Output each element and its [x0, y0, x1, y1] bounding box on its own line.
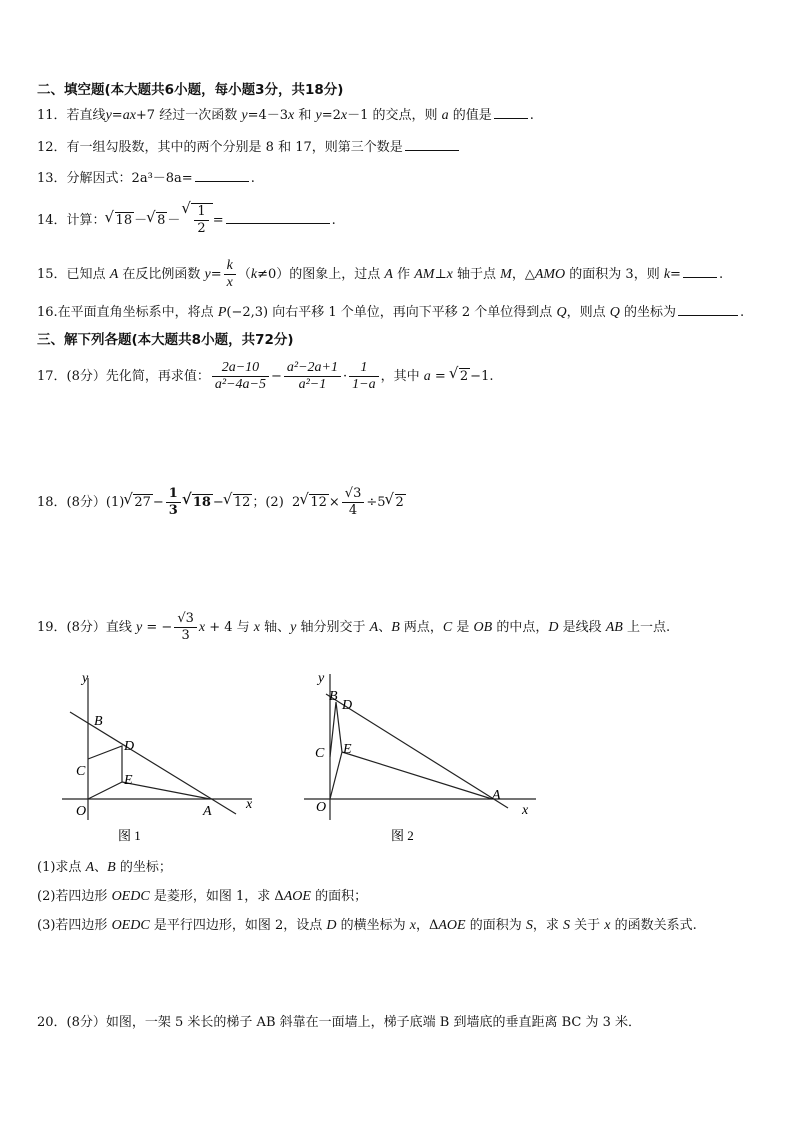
- sqrt-expression: √ 2: [459, 368, 470, 384]
- q19p3-var: x: [604, 918, 611, 933]
- fig2-label-o: O: [316, 800, 327, 815]
- q19p3-var: AOE: [438, 918, 466, 933]
- denominator: 3: [168, 503, 178, 518]
- q19-var: OB: [473, 620, 493, 635]
- sqrt-expression: √ 12: [233, 494, 253, 510]
- numerator: a²−2a+1: [284, 360, 341, 377]
- q13-text: .: [250, 171, 255, 186]
- q18-text: 2: [292, 495, 301, 510]
- fig1-label-e: E: [124, 773, 133, 788]
- q15-var: A: [109, 267, 119, 282]
- answer-blank[interactable]: [226, 211, 330, 224]
- q19p2-var: AOE: [283, 889, 311, 904]
- operator: −: [212, 495, 224, 510]
- denominator: 2: [197, 221, 206, 236]
- sqrt-expression: √ 2: [395, 494, 406, 510]
- q15-text: ≠0）的图象上，过点: [257, 267, 385, 282]
- q15-text: （: [237, 267, 251, 282]
- q11-text: =: [111, 108, 123, 123]
- q11-text: .: [529, 108, 534, 123]
- sqrt-expression: √ 12: [309, 494, 329, 510]
- q15-text: 作: [392, 267, 415, 282]
- denominator: x: [226, 275, 233, 290]
- fig1-label-y: y: [82, 672, 89, 686]
- q11-var: a: [441, 108, 449, 123]
- operator: =: [430, 369, 450, 384]
- q11-text: －1 的交点，则: [347, 108, 442, 123]
- fig2-label-b: B: [329, 689, 338, 704]
- fig1-caption: 图 1: [118, 828, 141, 843]
- q19p2-text: (2)若四边形: [37, 889, 112, 904]
- q17-text: 17．(8分）先化简，再求值：: [37, 369, 210, 384]
- figure-2: [296, 668, 546, 852]
- operator: ×: [328, 495, 340, 510]
- question-14: [37, 203, 336, 237]
- q15-text: 在反比例函数: [118, 267, 205, 282]
- q17-text: ，其中: [380, 369, 424, 384]
- q19p3-var: OEDC: [111, 918, 150, 933]
- fig1-label-o: O: [76, 804, 87, 819]
- sqrt-expression: √ 8: [156, 212, 167, 228]
- q14-text: .: [331, 213, 336, 228]
- q15-text: 的面积为 3，则: [565, 267, 664, 282]
- fig1-label-a: A: [203, 804, 212, 819]
- numerator: k: [224, 258, 236, 275]
- q11-text: =4－3: [247, 108, 288, 123]
- fraction: [212, 360, 269, 393]
- question-13: [37, 167, 255, 186]
- q16-text: .: [739, 305, 745, 320]
- sqrt-expression: √ 27: [133, 494, 153, 510]
- sqrt-expression: [191, 203, 212, 237]
- q19p1-text: (1)求点: [37, 860, 86, 875]
- q19p3-var: S: [562, 918, 570, 933]
- question-19-part-3: [37, 914, 697, 934]
- line-ab: [326, 694, 508, 808]
- denominator: 3: [181, 628, 190, 643]
- q15-var: M: [500, 267, 512, 282]
- fig2-label-a: A: [492, 788, 501, 803]
- fig1-label-d: D: [124, 739, 135, 754]
- denominator: 1−a: [352, 377, 376, 392]
- q19-var: AB: [605, 620, 623, 635]
- figure-1: [58, 672, 268, 852]
- q15-var: y: [204, 267, 211, 282]
- operator: －: [134, 213, 148, 228]
- q11-text: +7 经过一次函数: [135, 108, 242, 123]
- q15-var: AM: [414, 267, 435, 282]
- denominator: 4: [348, 503, 358, 518]
- answer-blank[interactable]: [678, 303, 738, 316]
- q15-text: =: [670, 267, 681, 282]
- q19-var: x: [198, 620, 206, 635]
- question-17: [37, 360, 493, 393]
- q19-var: B: [391, 620, 400, 635]
- fraction: [349, 360, 378, 393]
- q15-var: AMO: [534, 267, 566, 282]
- q11-text: 和: [294, 108, 316, 123]
- q15-text: ⊥: [434, 267, 447, 282]
- question-18: [37, 486, 406, 519]
- q16-text: (−2,3): [226, 305, 269, 320]
- fraction: [166, 486, 181, 519]
- operator: ÷5: [366, 495, 386, 510]
- q19p3-text: 是平行四边形，如图 2，设点: [149, 918, 327, 933]
- parallelogram-oedc: [330, 702, 342, 799]
- q15-text: ，△: [511, 267, 535, 282]
- q19-text: + 4 与: [205, 620, 254, 635]
- fig1-label-x: x: [246, 797, 253, 812]
- q15-text: =: [210, 267, 222, 282]
- fig1-label-b: B: [94, 714, 103, 729]
- q16-text: 的坐标为: [619, 305, 676, 320]
- numerator: √3: [342, 486, 365, 503]
- numerator: √3: [174, 611, 197, 628]
- fig2-caption: 图 2: [391, 828, 414, 843]
- q19p3-text: ，Δ: [415, 918, 439, 933]
- operator: −: [270, 369, 282, 384]
- question-19: [37, 611, 670, 644]
- q16-text: 16.在平面直角坐标系中，将点: [37, 305, 218, 320]
- segment-ea: [342, 752, 492, 799]
- q15-text: 15．已知点: [37, 267, 110, 282]
- q11-var: ax: [122, 108, 136, 123]
- q16-text: 向右平移 1 个单位，再向下平移 2 个单位得到点: [268, 305, 557, 320]
- fraction: [342, 486, 365, 519]
- q15-var: k: [250, 267, 258, 282]
- quadrilateral-oedc: [88, 746, 122, 799]
- q19p3-text: 关于: [569, 918, 605, 933]
- fraction: [284, 360, 341, 393]
- question-12: [37, 136, 461, 155]
- q11-text: 若直线: [66, 108, 106, 123]
- operator: = −: [142, 620, 173, 635]
- fig2-label-x: x: [522, 803, 529, 818]
- numerator: √ 1: [194, 204, 208, 221]
- q19p2-text: 是菱形，如图 1，求 Δ: [149, 889, 284, 904]
- q19-text: 轴分别交于: [296, 620, 370, 635]
- q19p1-var: A: [85, 860, 95, 875]
- q16-var: Q: [609, 305, 620, 320]
- q17-var: a: [423, 369, 431, 384]
- q11-var: x: [288, 108, 295, 123]
- q19p3-var: D: [326, 918, 337, 933]
- q19p3-text: 的函数关系式.: [610, 918, 697, 933]
- q11-text: 的值是: [448, 108, 492, 123]
- q12-text: 12．有一组勾股数，其中的两个分别是 8 和 17，则第三个数是: [37, 140, 403, 155]
- fig2-label-d: D: [342, 698, 353, 713]
- q19p1-text: 、: [94, 860, 108, 875]
- operator: ·: [342, 369, 348, 384]
- answer-blank[interactable]: [494, 106, 528, 119]
- fig2-label-e: E: [343, 742, 352, 757]
- q19-var: C: [442, 620, 453, 635]
- q19-text: 轴、: [260, 620, 291, 635]
- q19p2-var: OEDC: [111, 889, 150, 904]
- q19-text: 两点，: [399, 620, 443, 635]
- q16-text: ，则点: [566, 305, 610, 320]
- q19-var: y: [136, 620, 143, 635]
- q19-var: A: [369, 620, 379, 635]
- answer-blank[interactable]: [405, 138, 459, 151]
- answer-blank[interactable]: [683, 265, 717, 278]
- q19-var: y: [290, 620, 297, 635]
- q19p3-text: 的横坐标为: [336, 918, 410, 933]
- question-19-part-2: [37, 885, 367, 905]
- answer-blank[interactable]: [195, 169, 249, 182]
- q18-text: ；(2): [252, 495, 284, 510]
- fraction: [174, 611, 197, 644]
- section3-heading: 三、解下列各题(本大题共8小题，共72分): [37, 332, 294, 348]
- q16-var: P: [217, 305, 227, 320]
- q11-text: =2: [321, 108, 341, 123]
- q16-var: Q: [556, 305, 567, 320]
- q19-text: 的中点，: [492, 620, 549, 635]
- q11-var: y: [241, 108, 248, 123]
- q19p3-var: x: [409, 918, 416, 933]
- question-15: [37, 258, 723, 291]
- q15-text: .: [718, 267, 724, 282]
- q19p1-text: 的坐标；: [115, 860, 172, 875]
- q11-var: x: [340, 108, 348, 123]
- q19-text: 19．(8分）直线: [37, 620, 137, 635]
- sqrt-expression: √ 18: [192, 494, 213, 510]
- question-16: [37, 301, 744, 321]
- question-19-part-1: [37, 856, 172, 876]
- fraction: [224, 258, 236, 291]
- sqrt-expression: √ 18: [115, 212, 135, 228]
- q15-var: A: [384, 267, 393, 282]
- q19p3-text: (3)若四边形: [37, 918, 112, 933]
- q19-text: 是: [452, 620, 474, 635]
- section2-heading: 二、填空题(本大题共6小题，每小题3分，共18分): [37, 82, 344, 98]
- fig2-label-y: y: [318, 671, 325, 686]
- numerator: 1: [166, 486, 181, 503]
- q19-text: 上一点.: [622, 620, 671, 635]
- operator: −: [152, 495, 164, 510]
- q19p3-text: 的面积为: [465, 918, 526, 933]
- numerator: 1: [349, 360, 378, 377]
- fig1-label-c: C: [76, 764, 86, 779]
- q19-text: 、: [378, 620, 392, 635]
- q15-text: 轴于点: [452, 267, 501, 282]
- q11-var: y: [315, 108, 322, 123]
- q19-var: x: [253, 620, 261, 635]
- q19-text: 是线段: [558, 620, 606, 635]
- question-20: 20．(8分）如图，一架 5 米长的梯子 AB 斜靠在一面墙上，梯子底端 B 到墙底的垂直距离 BC 为 3 米．: [37, 1015, 641, 1030]
- operator: =: [212, 213, 224, 228]
- q19p3-var: S: [525, 918, 533, 933]
- q19-var: D: [548, 620, 559, 635]
- fraction: [194, 204, 208, 237]
- fig2-label-c: C: [315, 746, 325, 761]
- operator: －: [167, 213, 181, 228]
- question-11: [37, 104, 534, 124]
- q15-var: k: [663, 267, 671, 282]
- q17-text: −1.: [470, 369, 494, 384]
- numerator: 2a−10: [212, 360, 269, 377]
- q11-var: y: [105, 108, 112, 123]
- q13-text: 13．分解因式：2a³－8a=: [37, 171, 193, 186]
- denominator: a²−1: [298, 377, 327, 392]
- q19p3-text: ，求: [532, 918, 563, 933]
- q11-number: 11．: [37, 108, 67, 123]
- q19p1-var: B: [107, 860, 116, 875]
- denominator: a²−4a−5: [214, 377, 266, 392]
- q14-text: 14．计算：: [37, 213, 106, 228]
- q19p2-text: 的面积；: [310, 889, 368, 904]
- q15-var: x: [446, 267, 453, 282]
- q18-text: 18．(8分）(1): [37, 495, 125, 510]
